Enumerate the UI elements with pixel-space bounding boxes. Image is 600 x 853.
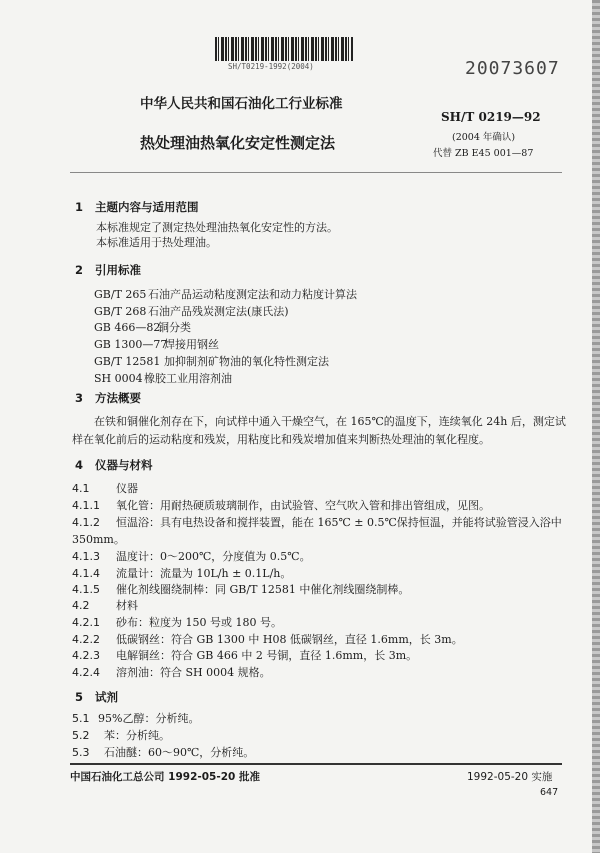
section-3-line: 样在氧化前后的运动粘度和残炭，用粘度比和残炭增加值来判断热处理油的氧化程度。 xyxy=(72,433,490,446)
clause-item: 4.1.2 恒温浴：具有电热设备和搅拌装置，能在 165℃ ± 0.5℃保持恒温，并能将试验管浸入浴中 xyxy=(72,516,562,529)
org-standard-heading: 中华人民共和国石油化工行业标准 xyxy=(140,96,343,112)
section-4-heading: 4 仪器与材料 xyxy=(75,458,153,472)
footer-divider xyxy=(70,763,562,765)
clause-item: 4.1.3 温度计：0～200℃，分度值为 0.5℃。 xyxy=(72,550,311,563)
section-1-line: 本标准适用于热处理油。 xyxy=(96,236,217,249)
replaces-standard: 代替 ZB E45 001—87 xyxy=(433,148,534,159)
page-number: 647 xyxy=(540,787,559,798)
barcode-text: SH/T0219-1992(2004) xyxy=(228,62,314,71)
clause-item: 4.2.2 低碳钢丝：符合 GB 1300 中 H08 低碳钢丝，直径 1.6mm，长 3m。 xyxy=(72,633,463,646)
approval-note: 中国石油化工总公司 1992-05-20 批准 xyxy=(70,771,260,783)
scan-edge xyxy=(592,0,600,853)
reference-item: GB 1300—77焊接用钢丝 xyxy=(94,338,219,351)
reference-item: GB/T 12581 加抑制剂矿物油的氧化特性测定法 xyxy=(94,355,329,368)
clause-item: 4.1.4 流量计：流量为 10L/h ± 0.1L/h。 xyxy=(72,567,292,580)
clause-item: 4.1.1 氧化管：用耐热硬质玻璃制作，由试验管、空气吹入管和排出管组成，见图。 xyxy=(72,499,490,512)
section-3-heading: 3 方法概要 xyxy=(75,391,141,405)
effective-date: 1992-05-20 实施 xyxy=(467,771,553,783)
section-3-line: 在铁和铜催化剂存在下，向试样中通入干燥空气，在 165℃的温度下，连续氧化 24h 后，测定试 xyxy=(94,415,566,428)
reagent-item: 5.3 石油醚：60～90℃，分析纯。 xyxy=(72,746,255,759)
clause-continuation: 350mm。 xyxy=(72,533,125,546)
section-2-heading: 2 引用标准 xyxy=(75,263,141,277)
clause-item: 4.2 材料 xyxy=(72,599,138,612)
barcode xyxy=(215,37,353,61)
document-title: 热处理油热氧化安定性测定法 xyxy=(140,134,336,152)
section-1-heading: 1 主题内容与适用范围 xyxy=(75,200,199,214)
section-1-line: 本标准规定了测定热处理油热氧化安定性的方法。 xyxy=(96,221,338,234)
reference-item: SH 0004橡胶工业用溶剂油 xyxy=(94,372,232,385)
clause-item: 4.2.1 砂布：粒度为 150 号或 180 号。 xyxy=(72,616,282,629)
clause-item: 4.1.5 催化剂线圈绕制棒：同 GB/T 12581 中催化剂线圈绕制棒。 xyxy=(72,583,410,596)
reagent-item: 5.2 苯：分析纯。 xyxy=(72,729,170,742)
reference-item: GB/T 268 石油产品残炭测定法(康氏法) xyxy=(94,305,289,318)
confirmed-year: (2004 年确认) xyxy=(452,132,516,143)
section-5-heading: 5 试剂 xyxy=(75,690,118,704)
standard-code: SH/T 0219—92 xyxy=(441,110,541,124)
reference-item: GB/T 265 石油产品运动粘度测定法和动力粘度计算法 xyxy=(94,288,357,301)
clause-item: 4.1 仪器 xyxy=(72,482,138,495)
clause-item: 4.2.4 溶剂油：符合 SH 0004 规格。 xyxy=(72,666,271,679)
stamp-number: 20073607 xyxy=(465,58,560,79)
clause-item: 4.2.3 电解铜丝：符合 GB 466 中 2 号铜，直径 1.6mm，长 3m。 xyxy=(72,649,418,662)
header-divider xyxy=(70,172,562,173)
reference-item: GB 466—82铜分类 xyxy=(94,321,191,334)
reagent-item: 5.1 95%乙醇：分析纯。 xyxy=(72,712,200,725)
